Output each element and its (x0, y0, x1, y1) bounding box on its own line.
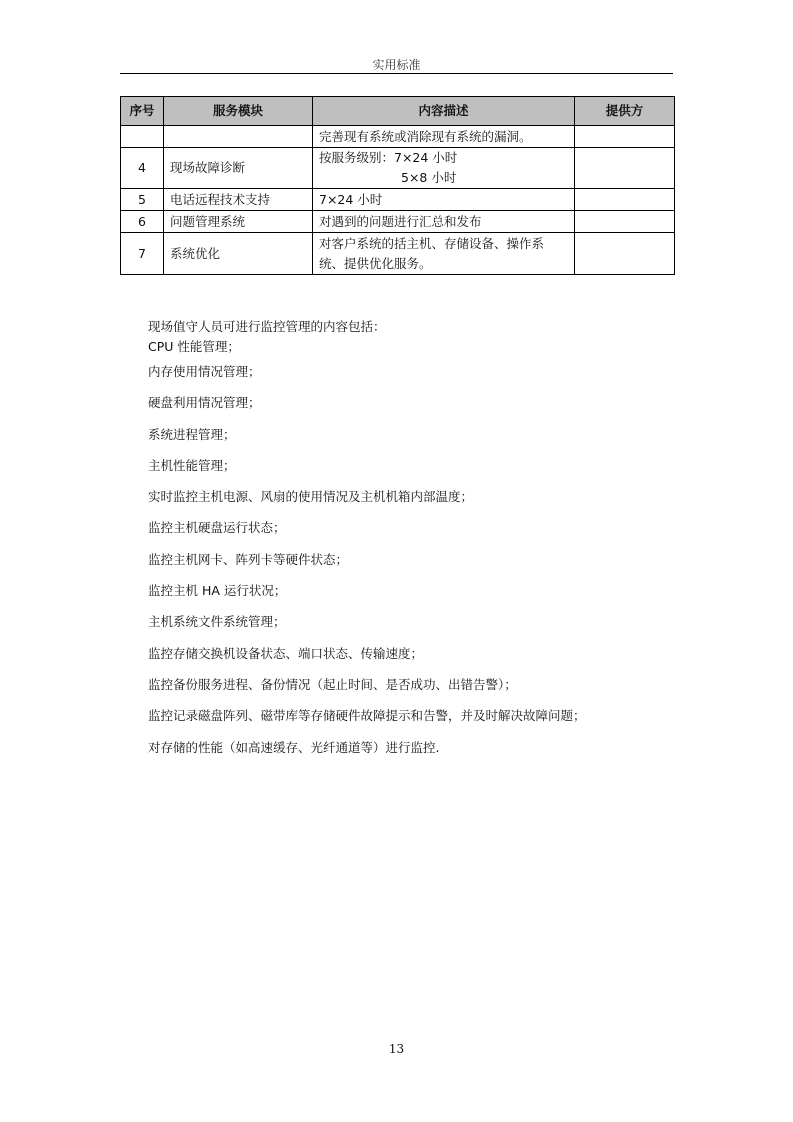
list-item: 监控备份服务进程、备份情况（起止时间、是否成功、出错告警）； (148, 676, 517, 692)
cell-module: 电话远程技术支持 (164, 189, 313, 211)
table-row (121, 148, 675, 189)
table-row (121, 189, 675, 211)
cell-num: 5 (121, 189, 164, 211)
cell-desc-line1: 按服务级别：7×24 小时 (319, 150, 458, 165)
cell-provider (575, 233, 675, 275)
table-row (121, 211, 675, 233)
cell-provider (575, 211, 675, 233)
list-item: 监控记录磁盘阵列、磁带库等存储硬件故障提示和告警，并及时解决故障问题； (148, 708, 586, 724)
cell-module: 系统优化 (164, 233, 313, 275)
col-header-num: 序号 (121, 97, 164, 126)
list-item: 内存使用情况管理； (148, 364, 261, 379)
table-row (121, 126, 675, 148)
col-header-module: 服务模块 (164, 97, 313, 126)
list-item: 监控主机 HA 运行状况； (148, 583, 287, 599)
list-item: 系统进程管理； (148, 426, 236, 442)
list-item: 监控主机硬盘运行状态； (148, 520, 286, 536)
cell-num (121, 126, 164, 148)
cell-desc-line1: 对客户系统的括主机、存储设备、操作系 (319, 235, 545, 251)
cell-desc: 7×24 小时 (313, 189, 575, 211)
col-header-desc: 内容描述 (313, 97, 575, 126)
list-item: 实时监控主机电源、风扇的使用情况及主机机箱内部温度； (148, 489, 474, 505)
cell-desc (313, 233, 575, 275)
cell-module (164, 126, 313, 148)
list-item: 主机系统文件系统管理； (148, 614, 286, 630)
cell-desc-line2: 5×8 小时 (401, 170, 457, 185)
service-table (120, 96, 675, 275)
cell-num: 7 (121, 233, 164, 275)
cell-desc-line2: 统、提供优化服务。 (319, 255, 432, 271)
header-divider (120, 73, 673, 74)
page-header-title: 实用标准 (372, 58, 421, 72)
list-item: 对存储的性能（如高速缓存、光纤通道等）进行监控. (148, 739, 440, 755)
cell-desc (313, 148, 575, 189)
list-item: 监控存储交换机设备状态、端口状态、传输速度； (148, 645, 424, 661)
table-row (121, 233, 675, 275)
page-number: 13 (388, 1042, 405, 1056)
cell-desc: 完善现有系统或消除现有系统的漏洞。 (313, 126, 575, 148)
cell-module: 问题管理系统 (164, 211, 313, 233)
cell-provider (575, 148, 675, 189)
monitoring-intro: 现场值守人员可进行监控管理的内容包括： (148, 319, 386, 334)
col-header-provider: 提供方 (575, 97, 675, 126)
monitoring-section (148, 318, 688, 770)
cell-num: 6 (121, 211, 164, 233)
list-item: CPU 性能管理； (148, 339, 240, 354)
list-item: 主机性能管理； (148, 457, 236, 473)
cell-desc: 对遇到的问题进行汇总和发布 (313, 211, 575, 233)
list-item: 硬盘利用情况管理； (148, 395, 261, 411)
monitoring-list (148, 338, 688, 770)
list-item: 监控主机网卡、阵列卡等硬件状态； (148, 551, 349, 567)
table-header-row (121, 97, 675, 126)
cell-module: 现场故障诊断 (164, 148, 313, 189)
cell-num: 4 (121, 148, 164, 189)
cell-provider (575, 126, 675, 148)
cell-provider (575, 189, 675, 211)
